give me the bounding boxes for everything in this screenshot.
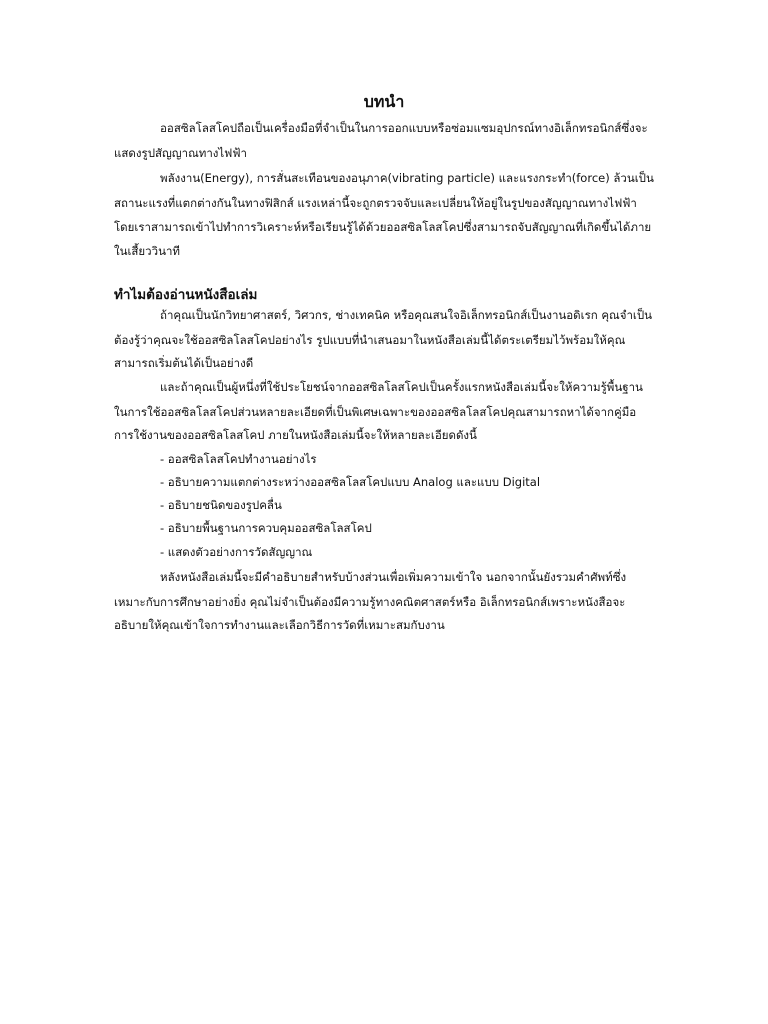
section-p1-line3: สามารถเริ่มต้นได้เป็นอย่างดี: [114, 356, 254, 370]
section-p1-line1: ถ้าคุณเป็นนักวิทยาศาสตร์, วิศวกร, ช่างเทคนิค หรือคุณสนใจอิเล็กทรอนิกส์เป็นงานอดิเรก คุณจำเป็น: [160, 308, 653, 322]
section-p2-line2: ในการใช้ออสซิลโลสโคปส่วนหลายละเอียดที่เป็นพิเศษเฉพาะของออสซิลโลสโคปคุณสามารถหาได้จากคู่มือ: [114, 405, 637, 419]
intro-p2-line3: โดยเราสามารถเข้าไปทำการวิเคราะห์หรือเรียนรู้ได้ด้วยออสซิลโลสโคปซึ่งสามารถจับสัญญาณที่เกิดขึ้นได้ภาย: [114, 220, 652, 234]
intro-p2-line4: ในเสี้ยววินาที: [114, 244, 180, 258]
section-heading: ทำไมต้องอ่านหนังสือเล่ม: [114, 287, 258, 303]
closing-line1: หลังหนังสือเล่มนี้จะมีคำอธิบายสำหรับบ้างส่วนเพื่อเพิ่มความเข้าใจ นอกจากนั้นยังรวมคำศัพท์ซึ่ง: [160, 570, 627, 584]
section-p2-line1: และถ้าคุณเป็นผู้หนึ่งที่ใช้ประโยชน์จากออสซิลโลสโคปเป็นครั้งแรกหนังสือเล่มนี้จะให้ความรู้พื้นฐาน: [160, 380, 643, 394]
intro-p2-line1: พลังงาน(Energy), การสั่นสะเทือนของอนุภาค(vibrating particle) และแรงกระทำ(force) ล้วนเป็น: [160, 171, 654, 185]
section-p1-line2: ต้องรู้ว่าคุณจะใช้ออสซิลโลสโคปอย่างไร รูปแบบที่นำเสนอมาในหนังสือเล่มนี้ได้ตระเตรียมไว้พร้อมให้คุณ: [114, 333, 626, 347]
closing-line3: อธิบายให้คุณเข้าใจการทำงานและเลือกวิธีการวัดที่เหมาะสมกับงาน: [114, 618, 445, 632]
list-item: - อธิบายชนิดของรูปคลื่น: [160, 498, 282, 512]
list-item: - แสดงตัวอย่างการวัดสัญญาณ: [160, 545, 313, 559]
closing-line2: เหมาะกับการศึกษาอย่างยิ่ง คุณไม่จำเป็นต้องมีความรู้ทางคณิตศาสตร์หรือ อิเล็กทรอนิกส์เพราะหนังสือจะ: [114, 595, 626, 609]
page-title: บทนำ: [363, 92, 405, 111]
intro-p2-line2: สถานะแรงที่แตกต่างกันในทางฟิสิกส์ แรงเหล่านี้จะถูกตรวจจับและเปลี่ยนให้อยู่ในรูปของสัญญาณทางไฟฟ้า: [114, 196, 637, 210]
section-p2-line3: การใช้งานของออสซิลโลสโคป ภายในหนังสือเล่มนี้จะให้หลายละเอียดดังนี้: [114, 428, 477, 442]
intro-p1-line2: แสดงรูปสัญญาณทางไฟฟ้า: [114, 146, 247, 160]
intro-p1-line1: ออสซิลโลสโคปถือเป็นเครื่องมือที่จำเป็นในการออกแบบหรือซ่อมแซมอุปกรณ์ทางอิเล็กทรอนิกส์ซึ่งจะ: [160, 121, 648, 135]
list-item: - อธิบายความแตกต่างระหว่างออสซิลโลสโคปแบบ Analog และแบบ Digital: [160, 475, 541, 489]
list-item: - อธิบายพื้นฐานการควบคุมออสซิลโลสโคป: [160, 521, 372, 535]
list-item: - ออสซิลโลสโคปทำงานอย่างไร: [160, 452, 317, 466]
